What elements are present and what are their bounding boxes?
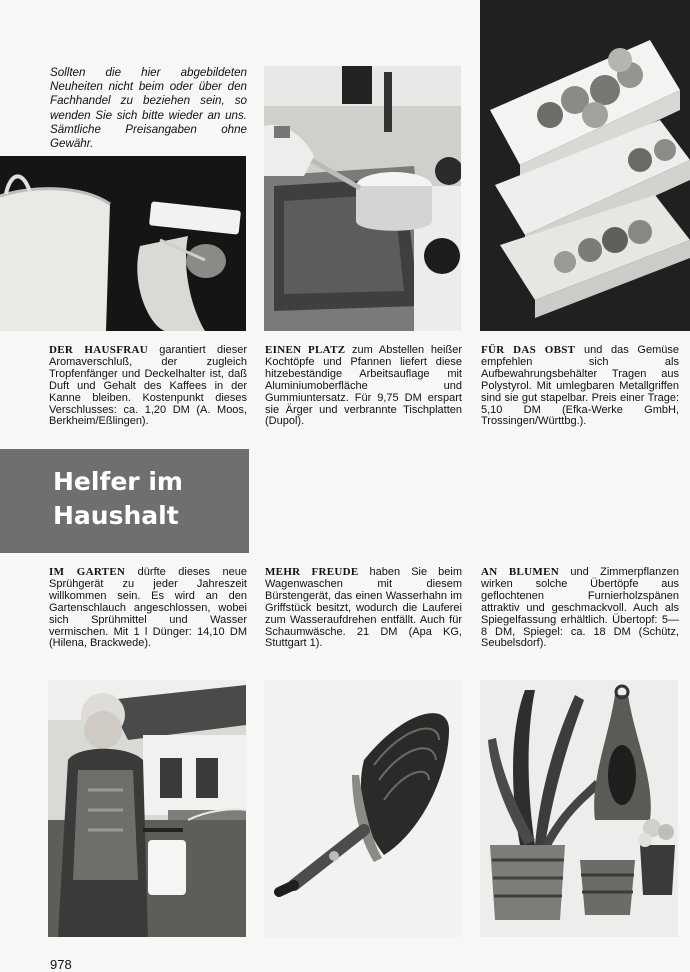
photo-car-wash-brush — [264, 680, 462, 937]
section-title-line-2: Haushalt — [53, 501, 179, 530]
photo-woven-planters — [480, 680, 678, 937]
caption-text: haben Sie beim Wagenwaschen mit diesem Bürstengerät, das einen Wasserhahn im Griffstück besitzt, wodurch die Lauferei zum Wasseraufdrehen entfällt. Auch für Schaumwäsche. 21 DM (Apa KG, Stuttgart 1). — [265, 566, 462, 650]
caption-platz — [265, 345, 462, 428]
section-title-line-1: Helfer im — [53, 467, 183, 496]
caption-blumen — [481, 567, 679, 650]
caption-lead: IM GARTEN — [49, 566, 126, 578]
caption-hausfrau — [49, 345, 247, 428]
caption-text: zum Abstellen heißer Kochtöpfe und Pfannen liefert diese hitzebeständige Arbeitsauflage mit Aluminiumoberfläche und Gummiuntersatz. Für 9,75 DM erspart sie Ärger und verbrannte Tischplatten (Dupol). — [265, 344, 462, 428]
caption-obst — [481, 345, 679, 428]
intro-note: Sollten die hier abgebildeten Neuheiten nicht beim oder über den Fachhandel zu beziehen sein, so wenden Sie sich bitte wieder an uns. Sämtliche Preisangaben ohne Gewähr. — [50, 66, 247, 151]
photo-garden-sprayer — [48, 680, 246, 937]
caption-text: dürfte dieses neue Sprühgerät zu jeder Jahreszeit willkommen sein. Es wird an den Gartenschlauch angeschlossen, wobei sich Sprühmittel und Wasser vermischen. Mit 1 l Dünger: 14,10 DM (Hilena, Brackwede). — [49, 566, 247, 650]
caption-lead: MEHR FREUDE — [265, 566, 359, 578]
photo-coffee-pot-closure — [0, 156, 246, 331]
caption-freude — [265, 567, 462, 650]
section-title — [0, 449, 249, 553]
caption-garten — [49, 567, 247, 650]
caption-text: und das Gemüse empfehlen sich als Aufbewahrungsbehälter Tragen aus Polystyrol. Mit umlegbaren Metallgriffen sind sie gut stapelbar. Preis einer Trage: 5,10 DM (Efka-Werke GmbH, Trossingen/Württbg.). — [481, 344, 679, 428]
caption-lead: DER HAUSFRAU — [49, 344, 148, 356]
caption-text: garantiert dieser Aromaverschluß, der zugleich Tropfenfänger und Deckelhalter ist, daß Duft und Gehalt des Kaffees in der Kanne bleiben. Kostenpunkt dieses Verschlusses: ca. 1,20 DM (A. Moos, Berkheim/Eßlingen). — [49, 344, 248, 428]
photo-stove-pad — [264, 66, 461, 331]
caption-lead: FÜR DAS OBST — [481, 344, 576, 356]
photo-produce-crates — [480, 0, 690, 331]
caption-lead: EINEN PLATZ — [265, 344, 346, 356]
caption-lead: AN BLUMEN — [481, 566, 559, 578]
page-number: 978 — [50, 957, 72, 972]
caption-text: und Zimmerpflanzen wirken solche Übertöpfe aus geflochtenen Furnierholzspänen attraktiv und geschmackvoll. Auch als Spiegelfassung erhältlich. Übertopf: 5—8 DM, Spiegel: ca. 18 DM (Schütz, Seubelsdorf). — [481, 566, 679, 650]
